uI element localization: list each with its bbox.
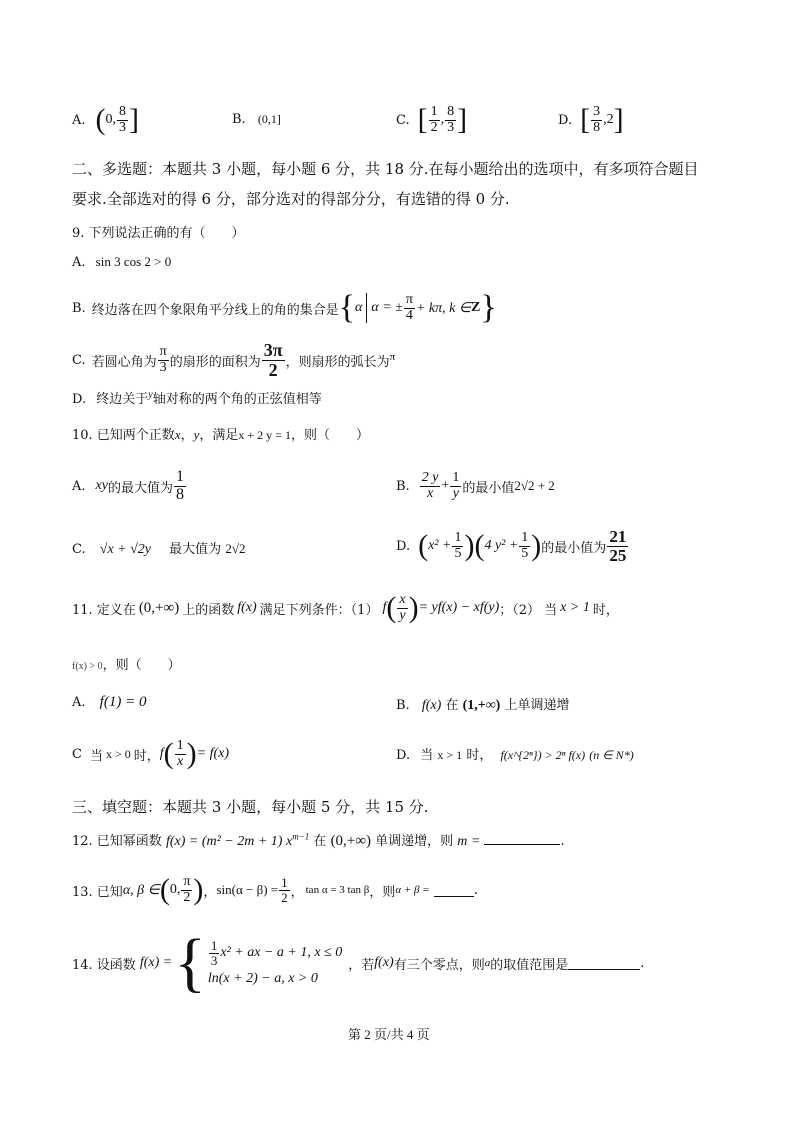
fraction: $\frac{1}{y}$ — [452, 469, 460, 501]
answer-blank[interactable] — [434, 884, 474, 897]
fraction: $\frac{\pi}{4}$ — [405, 291, 413, 323]
fraction: $\frac{x}{y}$ — [399, 591, 406, 623]
q10-option-a: A. xy 的最大值为 $\frac{1}{8}$ — [72, 467, 184, 503]
fraction: $\frac{2 y}{x}$ — [421, 469, 439, 501]
fraction: $\frac{3\pi}{2}$ — [263, 339, 283, 380]
fraction: $\frac{\pi}{2}$ — [183, 873, 191, 905]
q12: 12. 已知幂函数 f(x) = (m² − 2m + 1) $x^{m-1}$ 在 (0,+∞) 单调递增，则 m = . — [72, 831, 565, 849]
q11-option-b: B. f(x) 在 (1,+∞) 上单调递增 — [396, 698, 570, 713]
q10-option-b: B. $\frac{2 y}{x}$ + $\frac{1}{y}$ 的最小值 2√2 + 2 — [396, 469, 555, 501]
fraction: $\frac{8}{3}$ — [447, 103, 455, 135]
q9-option-a: A. sin 3 cos 2 > 0 — [72, 254, 172, 270]
q11-option-c: C 当 x > 0 时， f ( $\frac{1}{x}$ ) = f(x) — [72, 737, 230, 770]
fraction: $\frac{1}{5}$ — [521, 529, 529, 561]
fraction: $\frac{21}{25}$ — [609, 526, 627, 565]
fraction: $\frac{1}{2}$ — [281, 874, 288, 905]
q13: 13. 已知 α, β ∈ ( 0, $\frac{\pi}{2}$ ) ， sin(α − β) = $\frac{1}{2}$ ， tan α = 3 tan β ，则 α + β = . — [72, 873, 478, 906]
q14: 14. 设函数 f(x) = { $\frac{1}{3}$ x² + ax − a + 1, x ≤ 0 ln(x + 2) − a, x > 0 ，若 f(x) 有三个零点，则 a 的取值范围是 . — [72, 926, 645, 999]
q9-option-d: D. 终边关于$^y$轴对称的两个角的正弦值相等 — [72, 389, 322, 407]
piecewise-cases: $\frac{1}{3}$ x² + ax − a + 1, x ≤ 0 ln(x + 2) − a, x > 0 — [207, 937, 343, 987]
q9-stem: 9. 下列说法正确的有（ ） — [72, 226, 245, 241]
q10-stem: 10. 已知两个正数x，y，满足x + 2 y = 1，则（ ） — [72, 427, 369, 443]
q11-option-d: D. 当 x > 1 时， f(x^{2ⁿ}) > 2ⁿ f(x) (n ∈ N*) — [396, 748, 634, 763]
section-3-header: 三、填空题：本题共 3 小题，每小题 5 分，共 15 分. — [72, 798, 429, 816]
fraction: $\frac{3}{8}$ — [593, 103, 601, 135]
q8-option-a: A. ( 0, $\frac{8}{3}$ ] — [72, 103, 140, 136]
answer-blank[interactable] — [568, 957, 640, 970]
answer-blank[interactable] — [484, 832, 560, 845]
q11-option-a: A. f(1) = 0 — [72, 694, 147, 710]
fraction: $\frac{8}{3}$ — [119, 103, 127, 135]
section-2-line-1: 二、多选题：本题共 3 小题，每小题 6 分，共 18 分.在每小题给出的选项中，有多项符合题目 — [72, 160, 699, 178]
fraction: $\frac{1}{5}$ — [454, 529, 462, 561]
fraction: $\frac{1}{2}$ — [430, 103, 438, 135]
fraction: $\frac{1}{x}$ — [176, 737, 184, 769]
q10-option-c: C. √x + √2y 最大值为 2√2 — [72, 541, 246, 557]
q8-option-d: D. [ $\frac{3}{8}$ ,2 ] — [558, 103, 624, 136]
q10-option-d: D. ( x² + $\frac{1}{5}$ )( 4 y² + $\frac{1}{5}$ ) 的最小值为 $\frac{21}{25}$ — [396, 526, 627, 565]
q8-option-c: C. [ $\frac{1}{2}$ , $\frac{8}{3}$ ] — [396, 103, 468, 136]
q9-option-b: B. 终边落在四个象限角平分线上的角的集合是 { α α = ± $\frac{\pi}{4}$ + kπ, k ∈ Z } — [72, 289, 497, 326]
section-2-line-2: 要求.全部选对的得 6 分，部分选对的得部分分，有选错的得 0 分. — [72, 190, 510, 208]
option-label: A. — [72, 112, 86, 128]
q8-option-b: B. (0,1] — [232, 112, 281, 127]
page-footer: 第 2 页/共 4 页 — [348, 1027, 430, 1042]
q9-option-c: C. 若圆心角为 $\frac{\pi}{3}$ 的扇形的面积为 $\frac{3\pi}{2}$ ，则扇形的弧长为 π — [72, 339, 396, 380]
fraction: $\frac{\pi}{3}$ — [159, 343, 167, 375]
fraction: $\frac{1}{8}$ — [175, 467, 184, 503]
q11-stem: 11. 定义在 (0,+∞) 上的函数 f(x) 满足下列条件：（1） f ( $\frac{x}{y}$ ) = yf(x) − xf(y) ；（2） 当 x > 1 时， — [72, 591, 619, 624]
fraction: $\frac{1}{3}$ — [210, 937, 218, 968]
q11-stem-line-2: f(x) > 0，则（ ） — [72, 658, 181, 673]
